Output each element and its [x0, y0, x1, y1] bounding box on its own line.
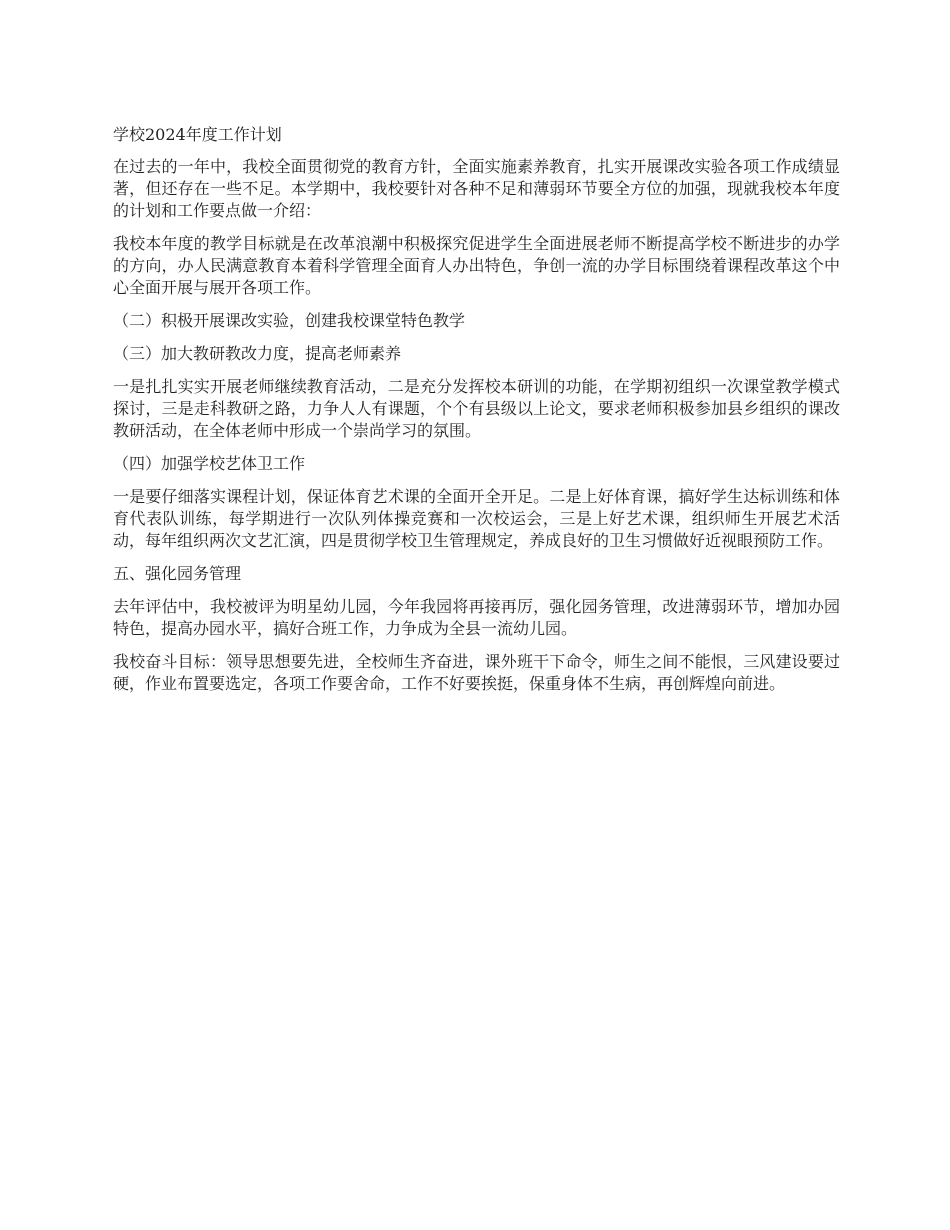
- section-heading-4: （四）加强学校艺体卫工作: [113, 454, 306, 473]
- section-heading-2: （二）积极开展课改实验，创建我校课堂特色教学: [113, 311, 466, 330]
- paragraph-kindergarten: 去年评估中，我校被评为明星幼儿园，今年我园将再接再厉，强化园务管理，改进薄弱环节，增加办园特色，提高办园水平，搞好合班工作，力争成为全县一流幼儿园。: [113, 597, 840, 638]
- paragraph-intro: 在过去的一年中，我校全面贯彻党的教育方针，全面实施素养教育，扎实开展课改实验各项工作成绩显著，但还存在一些不足。本学期中，我校要针对各种不足和薄弱环节要全方位的加强，现就我校本年度的计划和工作要点做一介绍：: [113, 157, 840, 220]
- paragraph-arts-sports: 一是要仔细落实课程计划，保证体育艺术课的全面开全开足。二是上好体育课，搞好学生达标训练和体育代表队训练，每学期进行一次队列体操竞赛和一次校运会，三是上好艺术课，组织师生开展艺术活动，每年组织两次文艺汇演，四是贯彻学校卫生管理规定，养成良好的卫生习惯做好近视眼预防工作。: [113, 487, 840, 550]
- document-page: [113, 124, 840, 706]
- paragraph-goals: 我校本年度的教学目标就是在改革浪潮中积极探究促进学生全面进展老师不断提高学校不断进步的办学的方向，办人民满意教育本着科学管理全面育人办出特色，争创一流的办学目标围绕着课程改革这个中心全面开展与展开各项工作。: [113, 234, 840, 297]
- section-heading-5: 五、强化园务管理: [113, 564, 242, 583]
- section-heading-3: （三）加大教研教改力度，提高老师素养: [113, 344, 402, 363]
- document-title: 学校2024年度工作计划: [113, 125, 282, 144]
- paragraph-school-motto: 我校奋斗目标：领导思想要先进，全校师生齐奋进，课外班干下命令，师生之间不能恨，三风建设要过硬，作业布置要选定，各项工作要舍命，工作不好要挨挺，保重身体不生病，再创辉煌向前进。: [113, 652, 840, 693]
- paragraph-teacher-training: 一是扎扎实实开展老师继续教育活动，二是充分发挥校本研训的功能，在学期初组织一次课堂教学模式探讨，三是走科教研之路，力争人人有课题，个个有县级以上论文，要求老师积极参加县乡组织的课改教研活动，在全体老师中形成一个崇尚学习的氛围。: [113, 377, 840, 440]
